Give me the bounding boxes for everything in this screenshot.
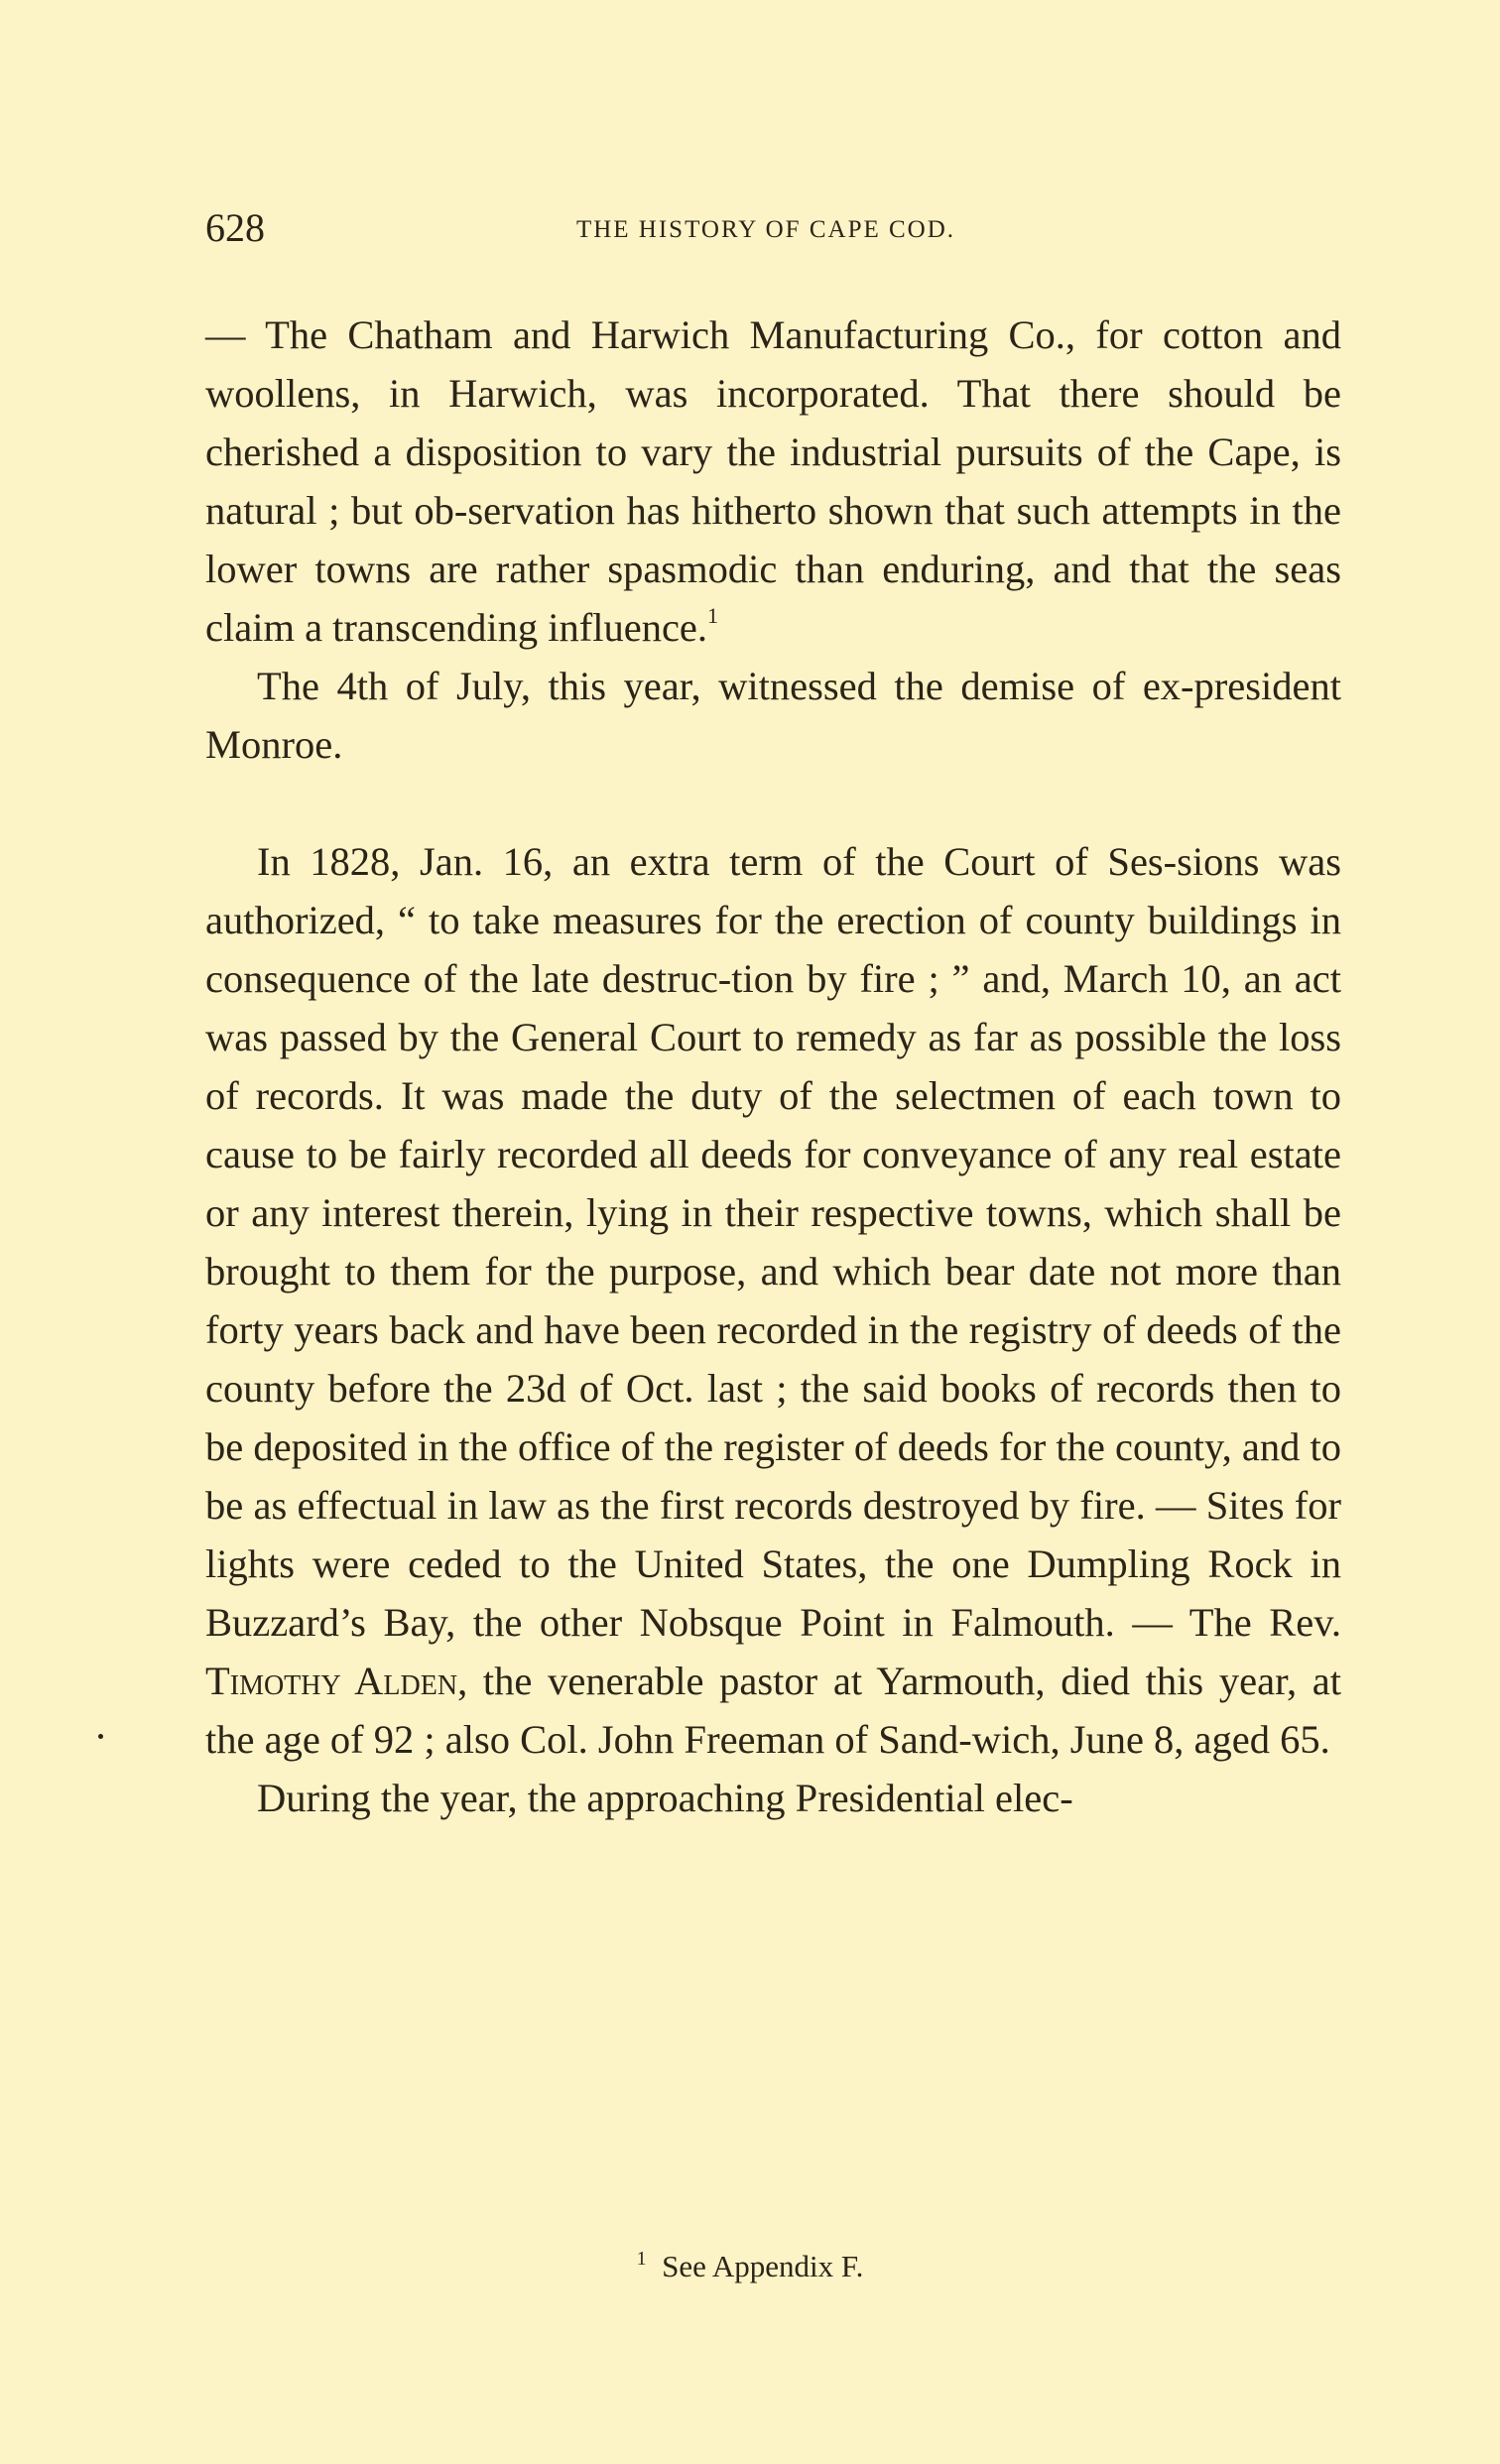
page-body (205, 306, 1341, 1827)
footnote-text: See Appendix F. (662, 2249, 864, 2283)
paragraph-text: In 1828, Jan. 16, an extra term of the Court of Ses-sions was authorized, “ to take measures for the erection of county buildings in consequence of the late destruc-tion by fire ; ” and, March 10, an act was passed by the General Court to remedy as far as possible the loss of records. It was made the duty of the selectmen of each town to cause to be fairly recorded all deeds for conveyance of any real estate or any interest therein, lying in their respective towns, which shall be brought to them for the purpose, and which bear date not more than forty years back and have been recorded in the registry of deeds of the county before the 23d of Oct. last ; the said books of records then to be deposited in the office of the register of deeds for the county, and to be as effectual in law as the first records destroyed by fire. — Sites for lights were ceded to the United States, the one Dumpling Rock in Buzzard’s Bay, the other Nobsque Point in Falmouth. — The Rev. (205, 839, 1341, 1645)
margin-speck (98, 1734, 103, 1739)
paragraph-manufacturing (205, 306, 1341, 657)
section-gap (205, 774, 1341, 832)
page-number: 628 (205, 205, 265, 250)
paragraph-monroe (205, 657, 1341, 774)
person-name-small-caps: Timothy Alden (205, 1659, 458, 1703)
footnote-marker: 1 (636, 2248, 647, 2270)
paragraph-1828 (205, 832, 1341, 1769)
paragraph-text: — The Chatham and Harwich Manufacturing Co., for cotton and woollens, in Harwich, was incorporated. That there should be cherished a disposition to vary the industrial pursuits of the Cape, is natural ; but ob-servation has hitherto shown that such attempts in the lower towns are rather spasmodic than enduring, and that the seas claim a transcending influence. (205, 312, 1341, 650)
running-head: THE HISTORY OF CAPE COD. (575, 216, 956, 243)
paragraph-text: , the venerable pastor at Yarmouth, died this year, at the age of 92 ; also Col. John Freeman of Sand-wich, June 8, aged 65. (205, 1659, 1341, 1762)
paragraph-text: The 4th of July, this year, witnessed the demise of ex-president Monroe. (205, 664, 1341, 767)
footnote (0, 2245, 1500, 2288)
paragraph-presidential (205, 1769, 1341, 1827)
paragraph-text: During the year, the approaching Presidential elec- (257, 1776, 1073, 1820)
footnote-reference: 1 (707, 603, 719, 628)
page-header (205, 200, 1326, 260)
